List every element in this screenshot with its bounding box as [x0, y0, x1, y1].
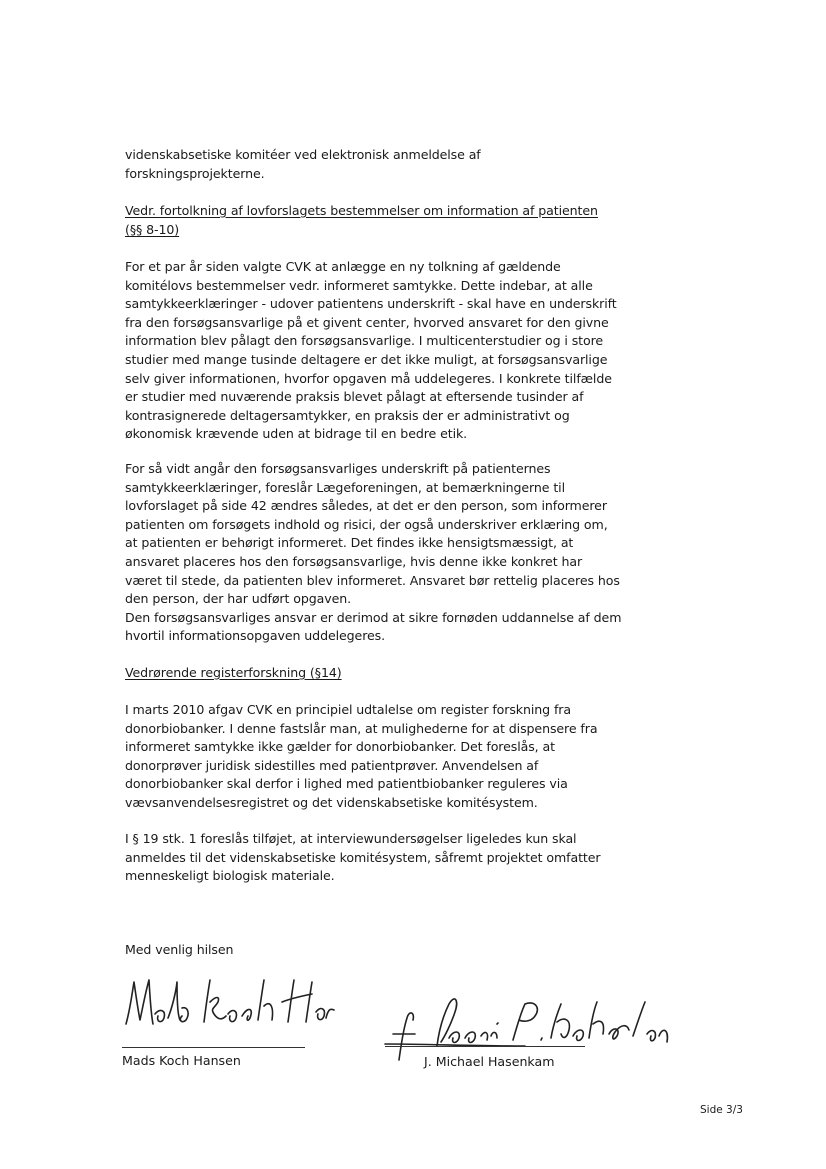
- text-line: komitélovs bestemmelser vedr. informeret samtykke. Dette indebar, at alle: [125, 277, 593, 293]
- paragraph-cvk-tolkning: [125, 258, 625, 444]
- text-line: samtykkeerklæringer - udover patientens underskrift - skal have en underskrift: [125, 296, 617, 312]
- text-line: studier med mange tusinde deltagere er det ikke muligt, at forsøgsansvarlige: [125, 351, 608, 367]
- signature-mads-koch-hansen: [122, 972, 337, 1042]
- text-line: I § 19 stk. 1 foreslås tilføjet, at interviewundersøgelser ligeledes kun skal: [125, 831, 577, 846]
- text-line: donorbiobanker. I denne fastslår man, at mulighederne for at dispensere fra: [125, 720, 598, 736]
- text-line: donorprøver juridisk sidestilles med patientprøver. Anvendelsen af: [125, 757, 539, 773]
- text-line: anmeldes til det videnskabsetiske komitésystem, såfremt projektet omfatter: [125, 849, 601, 865]
- text-line: informeret samtykke ikke gælder for donorbiobanker. Det foreslås, at: [125, 739, 555, 755]
- text-line: samtykkeerklæringer, foreslår Lægeforeningen, at bemærkningerne til: [125, 479, 565, 495]
- page-number: Side 3/3: [700, 1104, 743, 1116]
- text-line: Den forsøgsansvarliges ansvar er derimod at sikre fornøden uddannelse af dem: [125, 609, 622, 625]
- text-line: For et par år siden valgte CVK at anlægge en ny tolkning af gældende: [125, 259, 561, 274]
- text-line: forskningsprojekterne.: [125, 165, 265, 181]
- text-line: selv giver informationen, hvorfor opgaven må uddelegeres. I konkrete tilfælde: [125, 370, 612, 386]
- text-line: at patienten er behørigt informeret. Det findes ikke hensigtsmæssigt, at: [125, 535, 574, 551]
- text-line: kontrasignerede deltagersamtykker, en praksis der er administrativt og: [125, 407, 570, 423]
- heading-line: Vedr. fortolkning af lovforslagets bestemmelser om information af patienten: [125, 203, 598, 218]
- text-line: donorbiobanker skal derfor i lighed med patientbiobanker reguleres via: [125, 776, 568, 792]
- text-line: er studier med nuværende praksis blevet pålagt at eftersende tusinder af: [125, 389, 584, 405]
- text-line: den person, der har udført opgaven.: [125, 591, 352, 607]
- text-line: ansvaret placeres hos den forsøgsansvarlige, hvis denne ikke konkret har: [125, 553, 583, 569]
- text-line: patienten om forsøgets indhold og risici, der også underskriver erklæring om,: [125, 516, 608, 532]
- text-line: hvortil informationsopgaven uddelegeres.: [125, 628, 386, 644]
- text-line: I marts 2010 afgav CVK en principiel udtalelse om register forskning fra: [125, 702, 571, 717]
- paragraph-interviewundersoegelser: [125, 830, 625, 886]
- heading-line: (§§ 8-10): [125, 221, 180, 237]
- section-heading-registerforskning: [125, 664, 625, 683]
- text-line: fra den forsøgsansvarlige på et givent center, hvorved ansvaret for den givne: [125, 314, 609, 330]
- text-line: menneskeligt biologisk materiale.: [125, 868, 335, 884]
- signatory-name-2: J. Michael Hasenkam: [424, 1054, 555, 1069]
- text-line: videnskabsetiske komitéer ved elektronisk anmeldelse af: [125, 147, 481, 162]
- text-line: For så vidt angår den forsøgsansvarliges underskrift på patienternes: [125, 461, 551, 476]
- signature-line-1: [122, 1047, 305, 1048]
- signatory-name-1: Mads Koch Hansen: [122, 1053, 241, 1068]
- paragraph-underskrift: [125, 460, 625, 646]
- intro-paragraph: [125, 146, 625, 183]
- text-line: lovforslaget på side 42 ændres således, at det er den person, som informerer: [125, 498, 607, 514]
- text-line: været til stede, da patienten blev informeret. Ansvaret bør rettelig placeres hos: [125, 572, 620, 588]
- paragraph-donorbiobanker: [125, 701, 625, 813]
- text-line: information blev pålagt den forsøgsansvarlige. I multicenterstudier og i store: [125, 333, 604, 349]
- text-line: økonomisk krævende uden at bidrage til en bedre etik.: [125, 426, 468, 442]
- signature-line-2: [385, 1046, 585, 1047]
- text-line: vævsanvendelsesregistret og det videnskabsetiske komitésystem.: [125, 794, 538, 810]
- heading-line: Vedrørende registerforskning (§14): [125, 665, 342, 680]
- section-heading-information: [125, 202, 625, 239]
- closing-greeting: Med venlig hilsen: [125, 942, 234, 957]
